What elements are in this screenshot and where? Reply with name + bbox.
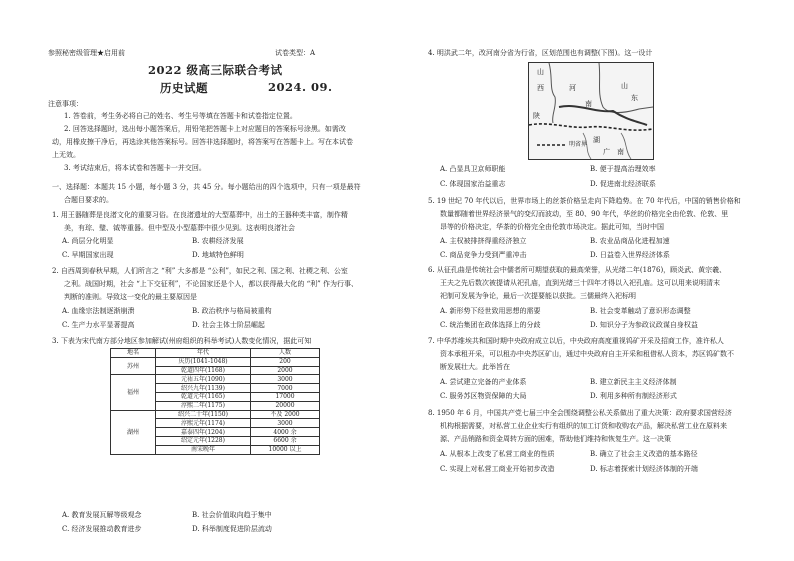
table-cell: 庆历(1041-1048) [156, 357, 251, 366]
table-cell: 南宋晚年 [156, 445, 251, 454]
table-cell: 元祐五年(1090) [156, 375, 251, 384]
exam-title: 2022 级高三际联合考试 [148, 63, 283, 77]
question-8-option-b[interactable]: B. 确立了社会主义改造的基本路径 [590, 450, 698, 458]
question-1-stem: 1. 用王器随葬是良渚文化的重要习俗。在良渚遗址的大型墓葬中，出土的王器种类丰富，制作精 [52, 211, 348, 219]
table-cell: 乾道四年(1168) [156, 366, 251, 375]
question-4-option-c[interactable]: C. 体现国家治益重志 [440, 180, 506, 188]
map-label: 西 [537, 84, 544, 92]
section-heading-cont: 合题目要求的。 [64, 196, 113, 204]
question-2-option-d[interactable]: D. 社会主体士阶层崛起 [192, 321, 265, 329]
table-cell: 3000 [251, 375, 320, 384]
table-cell: 绍定元年(1228) [156, 436, 251, 445]
table-cell: 10000 以上 [251, 445, 320, 454]
question-7-option-c[interactable]: C. 服务苏区物资保障的大局 [440, 392, 527, 400]
question-8-option-d[interactable]: D. 标志着探索计划经济体制的开端 [590, 465, 698, 473]
table-header-row [111, 349, 320, 358]
question-2-option-b[interactable]: B. 政治秩序与格局被重构 [192, 307, 272, 315]
question-7-option-b[interactable]: B. 建立新民主主义经济体制 [590, 378, 677, 386]
question-6-option-a[interactable]: A. 新形势下经世致用思想的需要 [440, 307, 541, 315]
table-header: 年代 [156, 349, 251, 358]
question-2-stem: 2. 自西周到春秋早期，人们所言之 “利” 大多都是 “公利”，如民之利、国之利、社稷之利、公室 [52, 267, 348, 275]
question-4-option-b[interactable]: B. 便于提高治理效率 [590, 165, 656, 173]
notice-line: 1. 答卷前，考生务必将自己的姓名、考生号等填在答题卡和试卷指定位置。 [64, 112, 297, 120]
map-label: 湖 [593, 136, 600, 144]
table-cell: 4000 余 [251, 428, 320, 437]
question-2-option-c[interactable]: C. 生产力水平显著提高 [62, 321, 135, 329]
question-8-stem: 8. 1950 年 6 月，中国共产党七届三中全会围绕调整公私关系做出了重大决策：政府要求国营经济 [428, 409, 732, 417]
question-2-stem: 判断的准则。导致这一变化的最主要原因是 [64, 293, 197, 301]
table-cell: 淳熙二年(1175) [156, 401, 251, 410]
question-5-option-d[interactable]: D. 日益卷入世界经济体系 [590, 251, 670, 259]
question-7-option-a[interactable]: A. 尝试建立完备的产业体系 [440, 378, 527, 386]
notice-line: 2. 回答选择题时，选出每小题答案后，用铅笔把答题卡上对应题目的答案标号涂黑。如需改 [64, 125, 346, 133]
map-label: 广 [603, 148, 610, 156]
table-row [111, 357, 320, 366]
question-4-stem: 4. 明洪武二年，改河南分省为行省，区划范围也有调整(下图)。这一设计 [428, 49, 653, 57]
place-cell: 湖州 [111, 410, 156, 454]
table-cell: 3000 [251, 419, 320, 428]
paper-type: 试卷类型：A [275, 49, 316, 57]
question-5-option-a[interactable]: A. 主权被排挤得重经济独立 [440, 237, 527, 245]
table-cell: 200 [251, 357, 320, 366]
question-7-stem: 资本承租开采，可以租办中央苏区矿山，通过中央政府自主开采和租借私人资本，苏区钨矿数不 [440, 350, 734, 358]
question-1-option-a[interactable]: A. 尚层分化明显 [62, 237, 114, 245]
map-label: 山 [537, 68, 544, 76]
notice-line: 上无效。 [52, 151, 80, 159]
question-1-stem: 美，有琮、璧、钺等重器。但中型及小型墓葬中很少见到。这表明良渚社会 [64, 224, 295, 232]
question-4-option-a[interactable]: A. 凸显具卫京师职能 [440, 165, 506, 173]
question-8-stem: 机构根据需要，对私营工业企业实行有组织的加工订货和收购农产品，解决私营工业在原料来 [440, 422, 727, 430]
exam-date: 2024. 09. [268, 80, 333, 94]
table-row [111, 410, 320, 419]
map-label: 河 [569, 84, 576, 92]
question-3-option-b[interactable]: B. 社会价值取向趋于集中 [192, 511, 272, 519]
question-6-stem: 6. 从征孔曲是传统社会中儒者所可期望获取的最高荣誉，从光绪二年(1876)，顾炎武、黄宗羲、 [428, 266, 727, 274]
place-cell: 福州 [111, 375, 156, 410]
notice-heading: 注意事项： [48, 100, 83, 108]
question-4-option-d[interactable]: D. 促进南北经济联系 [590, 180, 656, 188]
question-5-stem: 5. 19 世纪 70 年代以后，世界市场上的丝茶价格呈走向下降趋势。在 70 年代后，中国的销售价格和 [428, 197, 741, 205]
place-cell: 苏州 [111, 357, 156, 375]
question-3-option-c[interactable]: C. 经济发展推动教育进步 [62, 525, 142, 533]
question-3-stem: 3. 下表为宋代南方部分地区参加解试(州府组织的科举考试)人数变化情况，据此可知 [52, 337, 312, 345]
table-cell: 绍兴九年(1139) [156, 384, 251, 393]
notice-line: 3. 考试结束后，将本试卷和答题卡一并交回。 [64, 164, 206, 172]
subject-title: 历史试题 [160, 81, 208, 95]
question-3-option-d[interactable]: D. 科举制度促进阶层流动 [192, 525, 272, 533]
question-5-stem: 昂等的价格决定，华茶的价格完全由伦敦市场决定。据此可知，当时中国 [440, 223, 664, 231]
table-cell: 乾道元年(1165) [156, 392, 251, 401]
question-1-option-b[interactable]: B. 农耕经济发展 [192, 237, 244, 245]
table-cell: 绍兴二十年(1150) [156, 410, 251, 419]
secret-level: 参照秘密级管理★启用前 [48, 49, 125, 57]
table-cell: 17000 [251, 392, 320, 401]
question-5-option-b[interactable]: B. 农业品商品化进程加速 [590, 237, 670, 245]
map-label: 南 [585, 100, 592, 108]
table-cell: 7000 [251, 384, 320, 393]
question-6-option-b[interactable]: B. 社会变革触动了意识形态调整 [590, 307, 691, 315]
question-5-option-c[interactable]: C. 商品竞争力受到严重冲击 [440, 251, 527, 259]
table-row [111, 375, 320, 384]
table-cell: 20000 [251, 401, 320, 410]
map-label: 山 [621, 82, 628, 90]
question-2-option-a[interactable]: A. 血缘宗法制逐渐崩溃 [62, 307, 135, 315]
table-cell: 6600 余 [251, 436, 320, 445]
question-8-stem: 源、产品销路和资金周转方面的困难，帮助他们维持和恢复生产。这一决策 [440, 435, 671, 443]
map-drawing [529, 63, 653, 159]
question-1-option-c[interactable]: C. 早期国家出现 [62, 251, 114, 259]
question-6-stem: 祀制可发展为争论，最后一次提要能以获批。三儒最终入祀标明 [440, 292, 636, 300]
table-cell: 不及 2000 [251, 410, 320, 419]
question-8-option-c[interactable]: C. 实现上对私营工商业开始初步改造 [440, 465, 555, 473]
table-cell: 2000 [251, 366, 320, 375]
table-header: 地名 [111, 349, 156, 358]
question-5-stem: 数量都随着世界经济景气的变幻而波动，至 80、90 年代，华丝的价格完全由伦敦、伦敦、里 [440, 210, 729, 218]
section-heading: 一、选择题：本题共 15 小题，每小题 3 分，共 45 分。每小题给出的四个选项中，只有一项是最符 [52, 183, 361, 191]
table-cell: 嘉泰四年(1204) [156, 428, 251, 437]
enrollment-table [110, 348, 320, 455]
question-7-stem: 7. 中华苏维埃共和国时期中央政府成立以后，中央政府高度重视钨矿开采及招商工作，准许私人 [428, 337, 724, 345]
question-3-option-a[interactable]: A. 教育发展瓦解等级观念 [62, 511, 142, 519]
question-1-option-d[interactable]: D. 地域特色鲜明 [192, 251, 244, 259]
ming-province-map [528, 62, 654, 160]
map-legend: 明省界 [569, 141, 588, 148]
table-cell: 淳熙元年(1174) [156, 419, 251, 428]
question-8-option-a[interactable]: A. 从根本上改变了私营工商业的性质 [440, 450, 555, 458]
question-6-stem: 王夫之先后数次被提请从祀孔庙，直到光绪三十四年才得以入祀孔庙。这可以用来说明清末 [440, 279, 720, 287]
notice-line: 动，用橡皮擦干净后，再选涂其他答案标号。回答非选择题时，将答案写在答题卡上。写在本试卷 [52, 138, 353, 146]
map-label: 东 [631, 94, 638, 102]
question-6-option-d[interactable]: D. 知识分子为参政议政谋自身权益 [590, 321, 698, 329]
table-header: 人数 [251, 349, 320, 358]
question-7-option-d[interactable]: D. 利用多种所有制经济形式 [590, 392, 677, 400]
map-label: 南 [617, 148, 624, 156]
question-6-option-c[interactable]: C. 统治集团在政体选择上的分歧 [440, 321, 541, 329]
map-label: 陕 [533, 112, 540, 120]
question-2-stem: 之利。战国时期，社会 “上下交征利”，不论国家还是个人，都以获得最大化的 “利” 作为行事、 [64, 280, 358, 288]
question-7-stem: 断发展壮大。此举旨在 [440, 363, 510, 371]
